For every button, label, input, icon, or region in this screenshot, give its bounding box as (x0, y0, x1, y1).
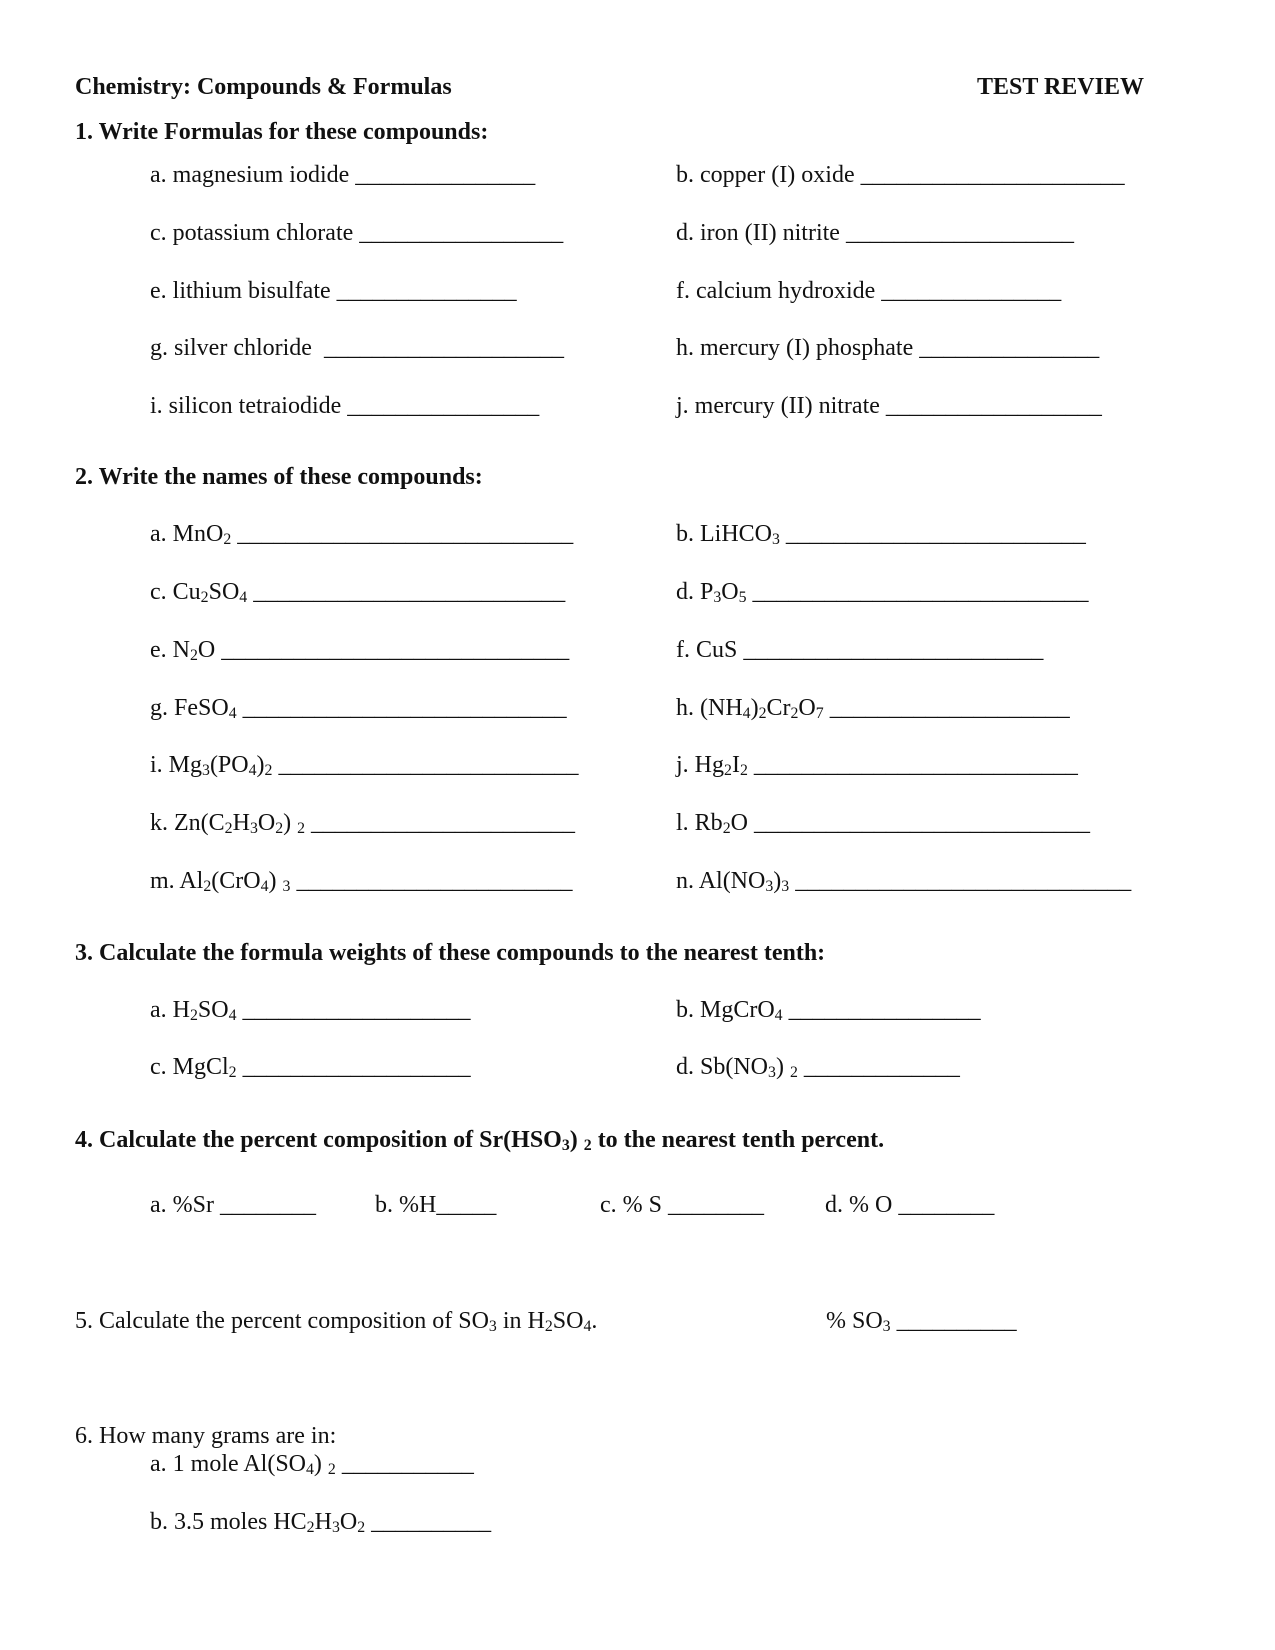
q2-item-i: i. $Mg_3(PO_4)_2$ _________________________ (150, 752, 579, 779)
q2-item-k: k. $Zn(C_2H_3O_2)$ $_2$ ______________________ (150, 810, 576, 837)
q3-item-b: b. MgCrO$_4$ ________________ (676, 997, 981, 1024)
q1-item-e: e. lithium bisulfate _______________ (150, 278, 517, 304)
q1-item-i: i. silicon tetraiodide ________________ (150, 393, 540, 419)
q1-item-a: a. magnesium iodide _______________ (150, 162, 536, 188)
q2-item-m: m. $Al_2(CrO_4)$ $_3$ _______________________ (150, 868, 573, 895)
q2-item-a: a. MnO$_2$ ____________________________ (150, 521, 574, 548)
q6-item-b: b. 3.5 moles $HC_2H_3O_2$ __________ (150, 1509, 492, 1536)
q3-item-a: a. $H_2SO_4$ ___________________ (150, 997, 471, 1024)
q1-item-g: g. silver chloride ____________________ (150, 335, 564, 361)
q6-item-a: a. 1 mole $Al(SO_4)$ $_2$ ___________ (150, 1451, 474, 1478)
q3-item-c: c. MgCl$_2$ ___________________ (150, 1054, 471, 1081)
q1-item-c: c. potassium chlorate _________________ (150, 220, 564, 246)
q2-item-b: b. LiHCO$_3$ _________________________ (676, 521, 1086, 548)
q2-item-e: e. $N_2O$ _____________________________ (150, 637, 570, 664)
section-2-heading: 2. Write the names of these compounds: (75, 464, 483, 490)
q1-item-d: d. iron (II) nitrite ___________________ (676, 220, 1074, 246)
q4-item-a: a. %Sr ________ (150, 1192, 316, 1218)
q4-item-b: b. %H_____ (375, 1192, 497, 1218)
q2-item-f: f. CuS _________________________ (676, 637, 1044, 663)
q2-item-g: g. FeSO$_4$ ___________________________ (150, 695, 567, 722)
q4-item-d: d. % O ________ (825, 1192, 995, 1218)
q1-item-b: b. copper (I) oxide ______________________ (676, 162, 1125, 188)
q2-item-j: j. $Hg_2I_2$ ___________________________ (676, 752, 1078, 779)
q5-answer: % $SO_3$ __________ (826, 1308, 1017, 1335)
q2-item-h: h. $(NH_4)_2Cr_2O_7$ ____________________ (676, 695, 1070, 722)
q4-item-c: c. % S ________ (600, 1192, 764, 1218)
page-title: Chemistry: Compounds & Formulas (75, 74, 452, 100)
q2-item-d: d. $P_3O_5$ ____________________________ (676, 579, 1089, 606)
q2-item-c: c. $Cu_2SO_4$ __________________________ (150, 579, 566, 606)
section-6-question: 6. How many grams are in: (75, 1423, 337, 1449)
section-4-heading: 4. Calculate the percent composition of $Sr(HSO_3)$ $_2$ to the nearest tenth percent. (75, 1127, 885, 1154)
test-review-label: TEST REVIEW (977, 74, 1144, 100)
q2-item-n: n. $Al(NO_3)_3$ ____________________________ (676, 868, 1132, 895)
q2-item-l: l. $Rb_2O$ ____________________________ (676, 810, 1090, 837)
q1-item-j: j. mercury (II) nitrate __________________ (676, 393, 1102, 419)
section-1-heading: 1. Write Formulas for these compounds: (75, 119, 489, 145)
q1-item-f: f. calcium hydroxide _______________ (676, 278, 1062, 304)
q1-item-h: h. mercury (I) phosphate _______________ (676, 335, 1100, 361)
section-5-question: 5. Calculate the percent composition of $SO_3$ in $H_2SO_4$. (75, 1308, 598, 1335)
section-3-heading: 3. Calculate the formula weights of these compounds to the nearest tenth: (75, 940, 826, 966)
q3-item-d: d. $Sb(NO_3)$ $_2$ _____________ (676, 1054, 960, 1081)
